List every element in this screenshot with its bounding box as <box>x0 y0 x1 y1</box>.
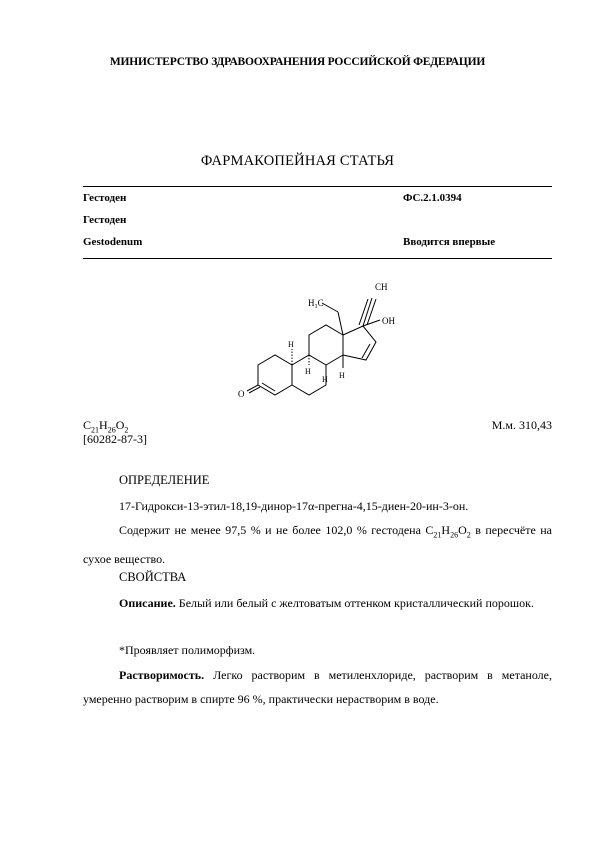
label-h-9: H <box>288 340 294 349</box>
definition-content: Содержит не менее 97,5 % и не более 102,0 % гестодена $C_{21}H_{26}O_2$ в пересчёте на сухое вещество. <box>83 523 552 567</box>
cas-number: [60282-87-3] <box>83 432 147 446</box>
name-ru: Гестоден <box>83 192 127 204</box>
label-ch: CH <box>375 282 388 292</box>
polymorphism-note: *Проявляет полиморфизм. <box>119 643 256 657</box>
label-h3c: H₃C <box>308 298 324 308</box>
name-ru-2: Гестоден <box>83 214 127 226</box>
article-code: ФС.2.1.0394 <box>403 192 462 204</box>
definition-name: 17-Гидрокси-13-этил-18,19-динор-17α-прегна-4,15-диен-20-ин-3-он. <box>119 499 469 513</box>
molecular-formula: $C_{21}H_{26}O_2$ <box>83 418 129 435</box>
label-h-14: H <box>322 375 328 384</box>
label-h-10: H <box>339 371 345 380</box>
name-latin: Gestodenum <box>83 236 143 248</box>
solubility-paragraph: Растворимость. Легко растворим в метиленхлориде, растворим в метаноле, умеренно растворим в спирте 96 %, практически нерастворим в воде. <box>83 668 552 706</box>
header-rule-bottom <box>83 258 552 259</box>
molecular-weight: М.м. 310,43 <box>491 418 552 432</box>
header-rule-top <box>83 186 552 187</box>
label-o: O <box>238 389 245 399</box>
description-paragraph: Описание. Белый или белый с желтоватым оттенком кристаллический порошок. <box>119 596 534 610</box>
definition-heading: ОПРЕДЕЛЕНИЕ <box>119 473 210 487</box>
document-type-title: ФАРМАКОПЕЙНАЯ СТАТЬЯ <box>200 153 395 169</box>
introduction-status: Вводится впервые <box>403 236 496 248</box>
label-h-8: H <box>305 367 311 376</box>
structural-formula <box>230 270 430 410</box>
ministry-heading: МИНИСТЕРСТВО ЗДРАВООХРАНЕНИЯ РОССИЙСКОЙ ФЕДЕРАЦИИ <box>109 56 486 68</box>
label-oh: OH <box>382 316 395 326</box>
properties-heading: СВОЙСТВА <box>119 570 187 584</box>
